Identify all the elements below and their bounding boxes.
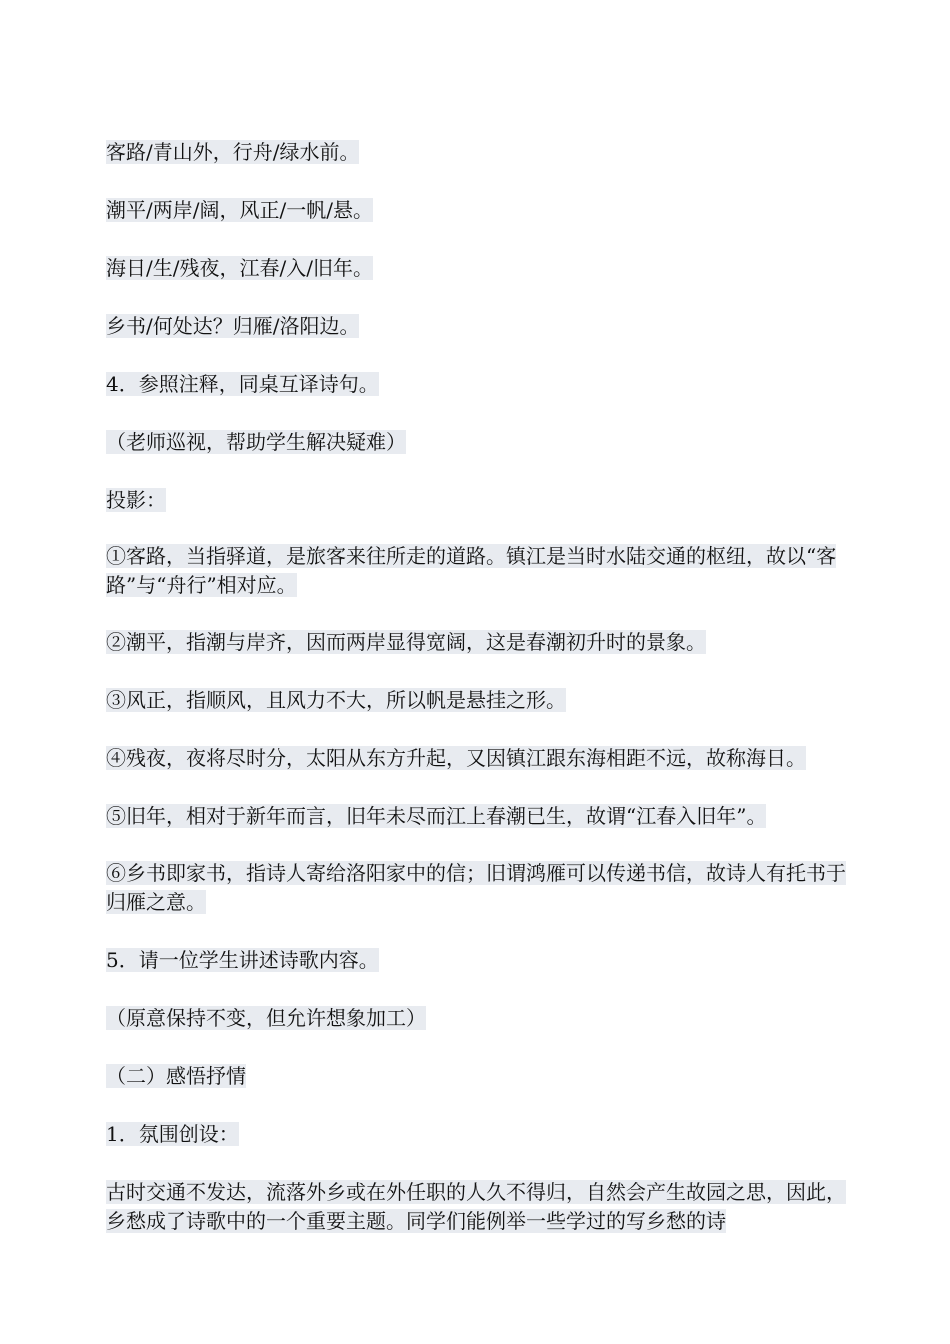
step-4-heading: 4．参照注释，同桌互译诗句。 bbox=[106, 372, 379, 396]
annotation-2: ②潮平，指潮与岸齐，因而两岸显得宽阔，这是春潮初升时的景象。 bbox=[106, 630, 706, 654]
step-5-heading: 5．请一位学生讲述诗歌内容。 bbox=[106, 948, 379, 972]
projection-label: 投影： bbox=[106, 488, 166, 512]
annotation-5: ⑤旧年，相对于新年而言，旧年未尽而江上春潮已生，故谓“江春入旧年”。 bbox=[106, 804, 767, 828]
body-paragraph: 古时交通不发达，流落外乡或在外任职的人久不得归，自然会产生故园之思，因此，乡愁成了诗歌中的一个重要主题。同学们能例举一些学过的写乡愁的诗 bbox=[106, 1180, 846, 1233]
poem-line-4: 乡书/何处达？归雁/洛阳边。 bbox=[106, 314, 360, 338]
section-2-heading: （二）感悟抒情 bbox=[106, 1064, 246, 1088]
step-1-heading: 1．氛围创设： bbox=[106, 1122, 239, 1146]
teacher-note: （老师巡视，帮助学生解决疑难） bbox=[106, 430, 406, 454]
poem-line-1: 客路/青山外，行舟/绿水前。 bbox=[106, 140, 360, 164]
annotation-4: ④残夜，夜将尽时分，太阳从东方升起，又因镇江跟东海相距不远，故称海日。 bbox=[106, 746, 806, 770]
poem-line-2: 潮平/两岸/阔，风正/一帆/悬。 bbox=[106, 198, 373, 222]
step-5-note: （原意保持不变，但允许想象加工） bbox=[106, 1006, 426, 1030]
annotation-3: ③风正，指顺风，且风力不大，所以帆是悬挂之形。 bbox=[106, 688, 566, 712]
poem-line-3: 海日/生/残夜，江春/入/旧年。 bbox=[106, 256, 373, 280]
annotation-6: ⑥乡书即家书，指诗人寄给洛阳家中的信；旧谓鸿雁可以传递书信，故诗人有托书于归雁之意。 bbox=[106, 861, 846, 914]
annotation-1: ①客路，当指驿道，是旅客来往所走的道路。镇江是当时水陆交通的枢纽，故以“客路”与“舟行”相对应。 bbox=[106, 544, 837, 597]
